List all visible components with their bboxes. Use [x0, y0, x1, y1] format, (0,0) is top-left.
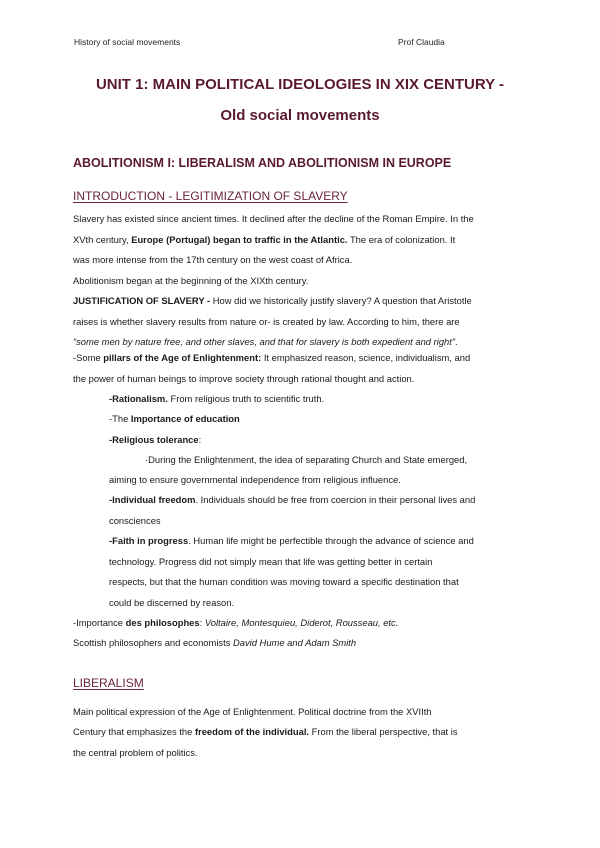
unit-title: UNIT 1: MAIN POLITICAL IDEOLOGIES IN XIX CENTURY - [95, 76, 505, 93]
intro-text-line: was more intense from the 17th century on the west coast of Africa. [73, 254, 353, 265]
liberalism-text-line: Main political expression of the Age of Enlightenment. Political doctrine from the XVIIth [73, 706, 432, 717]
pillar-education: -The Importance of education [109, 413, 240, 424]
pillar-rationalism: -Rationalism. From religious truth to scientific truth. [109, 393, 325, 404]
header-course: History of social movements [74, 37, 181, 47]
header-author: Prof Claudia [398, 37, 445, 47]
justification-line: JUSTIFICATION OF SLAVERY - How did we historically justify slavery? A question that Aristotle [73, 295, 472, 306]
intro-text-line: Slavery has existed since ancient times. It declined after the decline of the Roman Empire. In the [73, 213, 474, 224]
pillars-line: -Some pillars of the Age of Enlightenment: It emphasized reason, science, individualism, and [73, 352, 471, 363]
pillar-individual-freedom: -Individual freedom. Individuals should be free from coercion in their personal lives and [109, 494, 476, 505]
aristotle-quote: “some men by nature free, and other slaves, and that for slavery is both expedient and right”. [73, 336, 458, 347]
pillar-religious-tolerance: -Religious tolerance: [109, 434, 202, 445]
pillar-individual-freedom-cont: consciences [109, 515, 161, 526]
unit-subtitle: Old social movements [220, 107, 380, 124]
church-state-line: aiming to ensure governmental independence from religious influence. [109, 474, 401, 485]
bold-phrase: JUSTIFICATION OF SLAVERY - [73, 295, 211, 306]
faith-line: could be discerned by reason. [109, 597, 235, 608]
bold-phrase: pillars of the Age of Enlightenment: [103, 352, 262, 363]
bold-phrase: freedom of the individual. [194, 726, 310, 737]
pillar-faith-in-progress: -Faith in progress. Human life might be perfectible through the advance of science and [109, 535, 474, 546]
liberalism-heading: LIBERALISM [73, 676, 144, 690]
justification-line: raises is whether slavery results from nature or- is created by law. According to him, there are [73, 316, 460, 327]
philosophes-line: -Importance des philosophes: Voltaire, Montesquieu, Diderot, Rousseau, etc. [73, 617, 399, 628]
intro-text-line: XVth century, Europe (Portugal) began to traffic in the Atlantic. The era of colonization. It [73, 234, 456, 245]
intro-heading: INTRODUCTION - LEGITIMIZATION OF SLAVERY [73, 189, 348, 203]
liberalism-text-line: Century that emphasizes the freedom of the individual. From the liberal perspective, that is [73, 726, 458, 737]
church-state-line: ·During the Enlightenment, the idea of separating Church and State emerged, [145, 454, 468, 465]
faith-line: technology. Progress did not simply mean that life was getting better in certain [109, 556, 433, 567]
liberalism-text-line: the central problem of politics. [73, 747, 198, 758]
bold-phrase: Europe (Portugal) began to traffic in the Atlantic. [131, 234, 348, 245]
intro-text-line: Abolitionism began at the beginning of the XIXth century. [73, 275, 309, 286]
faith-line: respects, but that the human condition was moving toward a specific destination that [109, 576, 459, 587]
pillars-line: the power of human beings to improve society through rational thought and action. [73, 373, 415, 384]
scottish-philosophers-line: Scottish philosophers and economists David Hume and Adam Smith [73, 637, 357, 648]
section-heading: ABOLITIONISM I: LIBERALISM AND ABOLITIONISM IN EUROPE [73, 156, 452, 170]
